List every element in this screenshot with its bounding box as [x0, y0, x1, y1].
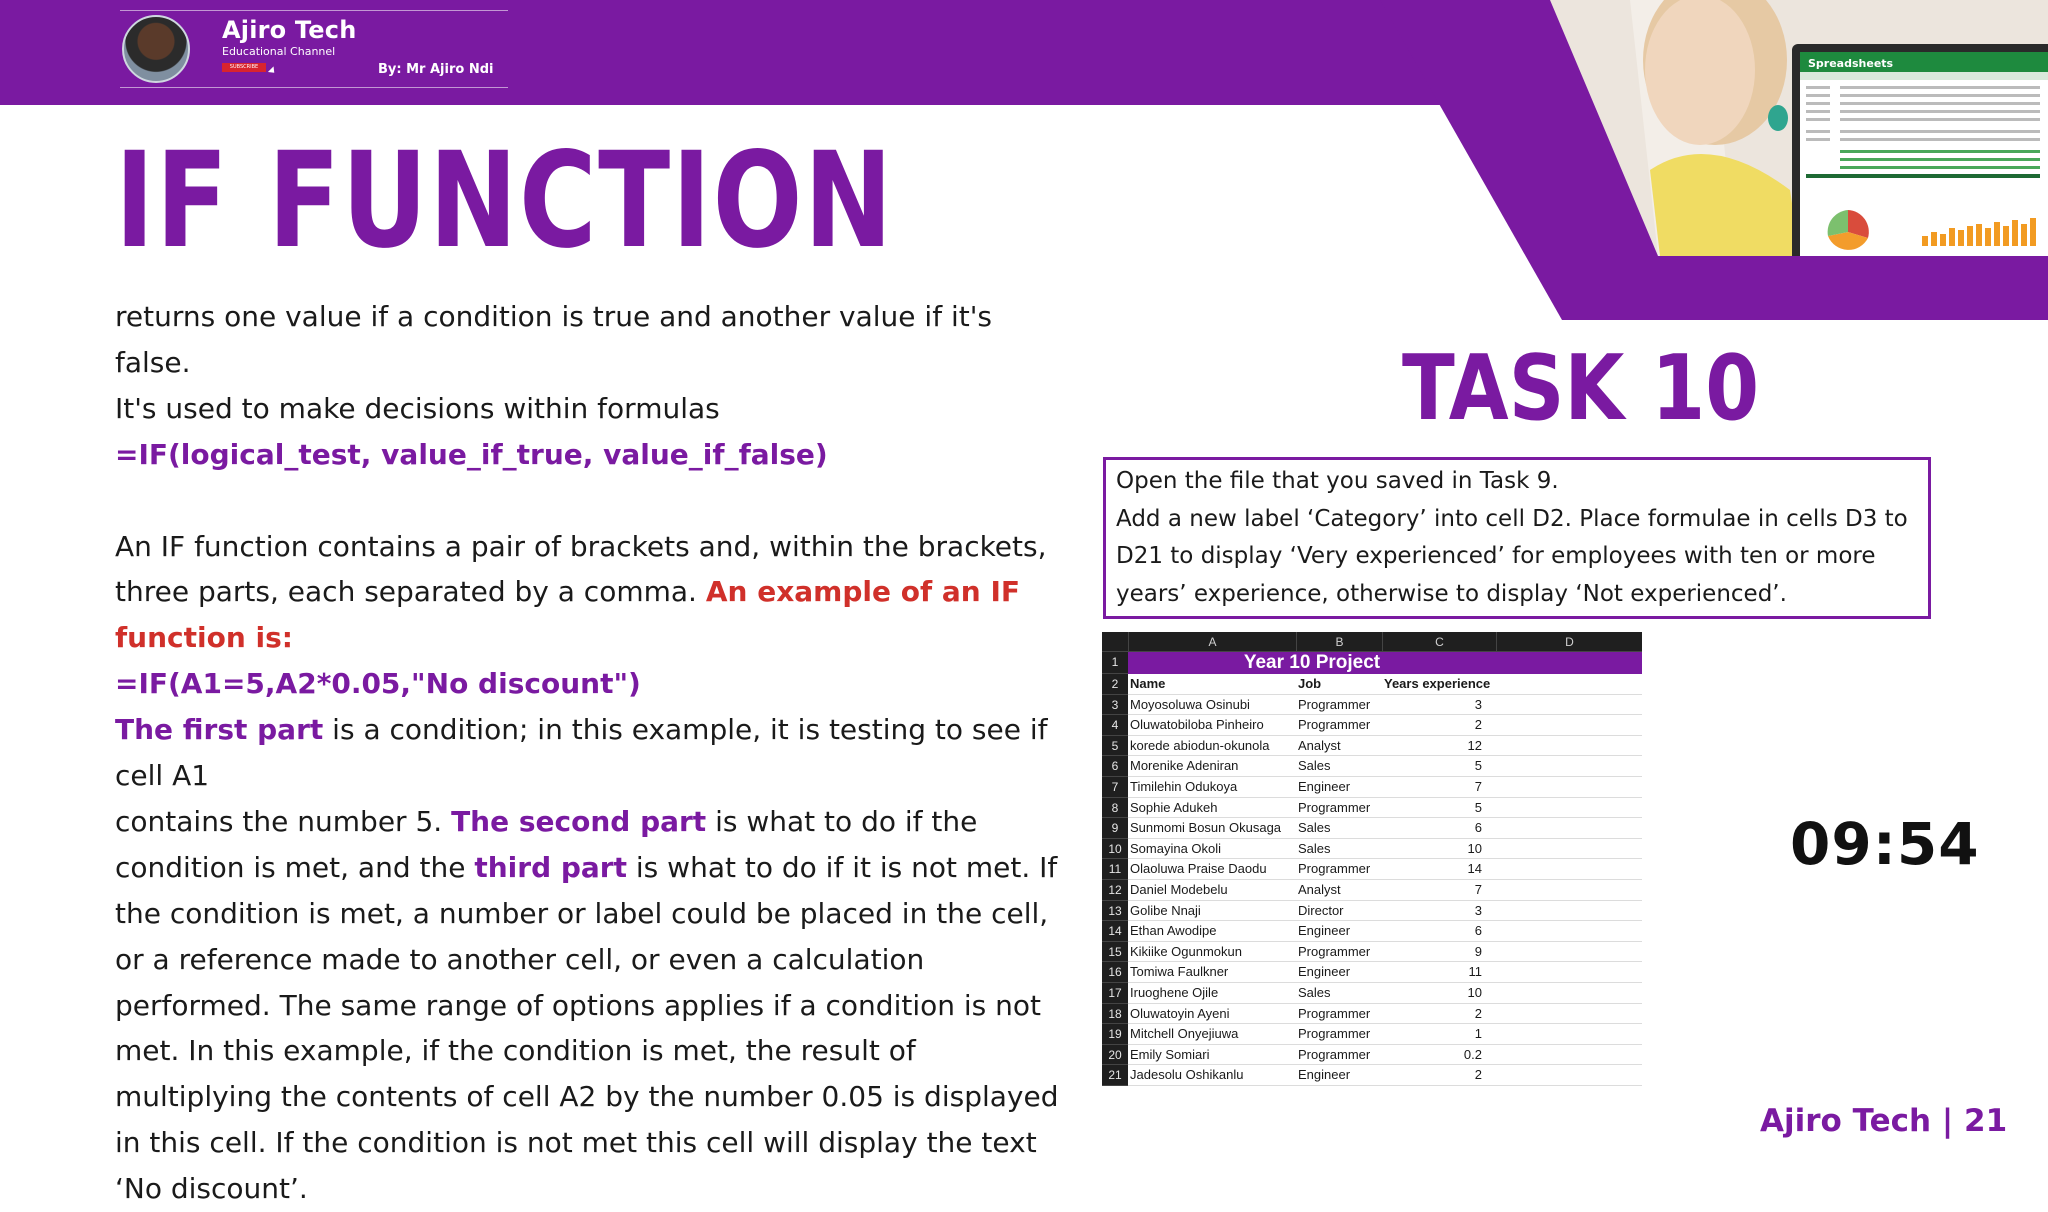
years-cell: 7 [1382, 777, 1496, 798]
name-cell: Kikiike Ogunmokun [1128, 942, 1296, 963]
header-cell: Name [1128, 674, 1296, 695]
empty-cell [1496, 839, 1642, 860]
row-number: 7 [1102, 777, 1128, 798]
cursor-icon [268, 66, 277, 75]
empty-cell [1496, 1004, 1642, 1025]
second-part-text: is what to do if the condition is met, and the [115, 804, 978, 884]
channel-name: Ajiro Tech [222, 16, 357, 44]
row-number: 13 [1102, 901, 1128, 922]
row-number: 21 [1102, 1065, 1128, 1086]
third-part-label: third part [474, 850, 627, 884]
page-title: IF FUNCTION [115, 124, 895, 278]
empty-cell [1496, 736, 1642, 757]
years-cell: 3 [1382, 695, 1496, 716]
parts-paragraph [115, 799, 1075, 1212]
second-part-label: The second part [451, 804, 707, 838]
empty-cell [1496, 1045, 1642, 1066]
first-part-text: is a condition; in this example, it is testing to see if cell A1 [115, 713, 1048, 793]
example-formula: =IF(A1=5,A2*0.05,"No discount") [115, 667, 641, 701]
empty-cell [1496, 756, 1642, 777]
row-number: 10 [1102, 839, 1128, 860]
years-cell: 2 [1382, 715, 1496, 736]
name-cell: Moyosoluwa Osinubi [1128, 695, 1296, 716]
years-cell: 0.2 [1382, 1045, 1496, 1066]
job-cell: Sales [1296, 818, 1382, 839]
row-number: 9 [1102, 818, 1128, 839]
row-number: 11 [1102, 859, 1128, 880]
job-cell: Engineer [1296, 921, 1382, 942]
job-cell: Sales [1296, 983, 1382, 1004]
name-cell: Golibe Nnaji [1128, 901, 1296, 922]
empty-cell [1496, 1024, 1642, 1045]
sheet-corner [1102, 632, 1128, 652]
name-cell: Mitchell Onyejiuwa [1128, 1024, 1296, 1045]
years-cell: 3 [1382, 901, 1496, 922]
job-cell: Programmer [1296, 859, 1382, 880]
intro-line: It's used to make decisions within formulas [115, 391, 720, 425]
continuation-text: contains the number 5. [115, 804, 443, 838]
subscribe-button[interactable]: SUBSCRIBE [222, 63, 266, 72]
empty-cell [1496, 715, 1642, 736]
name-cell: Oluwatobiloba Pinheiro [1128, 715, 1296, 736]
header-photo [1550, 0, 2048, 256]
job-cell: Analyst [1296, 736, 1382, 757]
empty-cell [1496, 880, 1642, 901]
years-cell: 2 [1382, 1004, 1496, 1025]
column-header: D [1496, 632, 1642, 652]
row-number: 5 [1102, 736, 1128, 757]
years-cell: 11 [1382, 962, 1496, 983]
name-cell: Tomiwa Faulkner [1128, 962, 1296, 983]
name-cell: Oluwatoyin Ayeni [1128, 1004, 1296, 1025]
row-number: 17 [1102, 983, 1128, 1004]
column-header: B [1296, 632, 1382, 652]
years-cell: 7 [1382, 880, 1496, 901]
row-number: 12 [1102, 880, 1128, 901]
name-cell: Timilehin Odukoya [1128, 777, 1296, 798]
name-cell: Ethan Awodipe [1128, 921, 1296, 942]
footer-label: Ajiro Tech | 21 [1760, 1103, 2008, 1139]
author-credit: By: Mr Ajiro Ndi [378, 62, 494, 77]
task-line: Open the file that you saved in Task 9. [1116, 468, 1559, 494]
avatar [122, 15, 190, 83]
row-number: 3 [1102, 695, 1128, 716]
example-heading: An example of an IF function is: [115, 575, 1020, 655]
row-number: 18 [1102, 1004, 1128, 1025]
job-cell: Programmer [1296, 1024, 1382, 1045]
years-cell: 5 [1382, 798, 1496, 819]
first-part-label: The first part [115, 713, 324, 747]
row-number: 4 [1102, 715, 1128, 736]
third-part-text: is what to do if it is not met. If the condition is met, a number or label could be placed in the cell, or a reference made to another cell, or even a calculation performed. The same range of options applies if a condition is not met. In this example, if the condition is met, the result of multiplying the contents of cell A2 by the number 0.05 is displayed in this cell. If the condition is not met this cell will display the text ‘No discount’. [115, 850, 1059, 1206]
name-cell: Olaoluwa Praise Daodu [1128, 859, 1296, 880]
job-cell: Programmer [1296, 1045, 1382, 1066]
empty-cell [1496, 818, 1642, 839]
channel-branding [120, 10, 508, 88]
task-title: TASK 10 [1402, 336, 1760, 441]
row-number: 6 [1102, 756, 1128, 777]
years-cell: 5 [1382, 756, 1496, 777]
empty-cell [1496, 921, 1642, 942]
name-cell: Somayina Okoli [1128, 839, 1296, 860]
name-cell: Morenike Adeniran [1128, 756, 1296, 777]
empty-cell [1496, 859, 1642, 880]
countdown-timer: 09:54 [1790, 810, 1980, 878]
name-cell: Iruoghene Ojile [1128, 983, 1296, 1004]
job-cell: Programmer [1296, 1004, 1382, 1025]
name-cell: Sunmomi Bosun Okusaga [1128, 818, 1296, 839]
header-cell: Years experience [1382, 674, 1496, 695]
syntax-formula: =IF(logical_test, value_if_true, value_if_false) [115, 437, 828, 471]
years-cell: 10 [1382, 839, 1496, 860]
spreadsheet-grid [1102, 632, 1642, 1086]
years-cell: 9 [1382, 942, 1496, 963]
row-number: 16 [1102, 962, 1128, 983]
channel-subtitle: Educational Channel [222, 45, 336, 58]
empty-cell [1496, 962, 1642, 983]
years-cell: 1 [1382, 1024, 1496, 1045]
empty-cell [1496, 798, 1642, 819]
job-cell: Analyst [1296, 880, 1382, 901]
intro-line: returns one value if a condition is true and another value if it's false. [115, 300, 993, 379]
years-cell: 6 [1382, 921, 1496, 942]
job-cell: Sales [1296, 839, 1382, 860]
job-cell: Engineer [1296, 777, 1382, 798]
job-cell: Director [1296, 901, 1382, 922]
job-cell: Engineer [1296, 962, 1382, 983]
empty-cell [1496, 983, 1642, 1004]
years-cell: 10 [1382, 983, 1496, 1004]
row-number: 19 [1102, 1024, 1128, 1045]
spreadsheet-screenshot [1102, 632, 1642, 1098]
sheet-banner-fill [1496, 652, 1642, 674]
job-cell: Programmer [1296, 715, 1382, 736]
empty-cell [1496, 777, 1642, 798]
name-cell: Emily Somiari [1128, 1045, 1296, 1066]
years-cell: 12 [1382, 736, 1496, 757]
photo-screen-title: Spreadsheets [1808, 57, 1894, 70]
job-cell: Programmer [1296, 695, 1382, 716]
row-number: 15 [1102, 942, 1128, 963]
empty-cell [1496, 942, 1642, 963]
row-number: 20 [1102, 1045, 1128, 1066]
header-cell: Job [1296, 674, 1382, 695]
lesson-text [115, 294, 1075, 1212]
empty-cell [1496, 674, 1642, 695]
task-line: Add a new label ‘Category’ into cell D2. Place formulae in cells D3 to D21 to display ‘Very experienced’ for employees with ten or more years’ experience, otherwise to display ‘Not experienced’. [1116, 505, 1908, 607]
row-number: 8 [1102, 798, 1128, 819]
first-part-paragraph [115, 707, 1075, 799]
years-cell: 14 [1382, 859, 1496, 880]
explanation-text: An IF function contains a pair of brackets and, within the brackets, three parts, each separated by a comma. [115, 529, 1047, 609]
explanation-paragraph [115, 524, 1075, 662]
empty-cell [1496, 1065, 1642, 1086]
sheet-banner: Year 10 Project [1128, 652, 1496, 674]
job-cell: Programmer [1296, 942, 1382, 963]
job-cell: Engineer [1296, 1065, 1382, 1086]
name-cell: Sophie Adukeh [1128, 798, 1296, 819]
empty-cell [1496, 901, 1642, 922]
column-header: A [1128, 632, 1296, 652]
task-instructions [1103, 457, 1931, 619]
row-number: 14 [1102, 921, 1128, 942]
name-cell: korede abiodun-okunola [1128, 736, 1296, 757]
years-cell: 6 [1382, 818, 1496, 839]
job-cell: Sales [1296, 756, 1382, 777]
row-number: 1 [1102, 652, 1128, 674]
row-number: 2 [1102, 674, 1128, 695]
years-cell: 2 [1382, 1065, 1496, 1086]
empty-cell [1496, 695, 1642, 716]
name-cell: Jadesolu Oshikanlu [1128, 1065, 1296, 1086]
column-header: C [1382, 632, 1496, 652]
name-cell: Daniel Modebelu [1128, 880, 1296, 901]
job-cell: Programmer [1296, 798, 1382, 819]
